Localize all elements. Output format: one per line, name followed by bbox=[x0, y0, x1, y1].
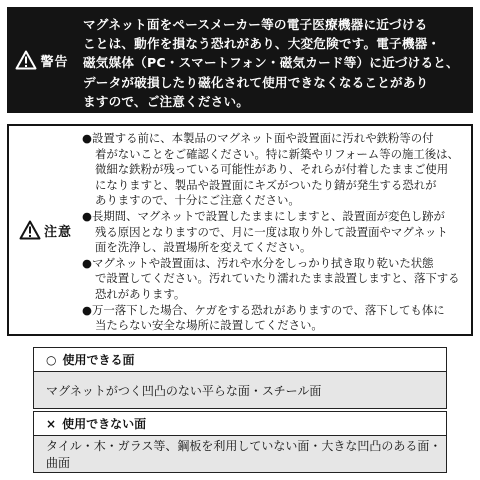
caution-line: ●万一落下した場合、ケガをする恐れがありますので、落下しても体に bbox=[82, 302, 445, 317]
caution-line: 残る原因となりますので、月に一度は取り外して設置面やマグネット bbox=[95, 224, 448, 239]
warning-line: ますので、ご注意ください。 bbox=[83, 93, 250, 109]
warning-triangle-icon bbox=[15, 50, 37, 70]
cross-mark-icon: × bbox=[46, 416, 57, 431]
warning-line: 磁気媒体（PC・スマートフォン・磁気カード等）に近づけると、 bbox=[83, 55, 459, 71]
unusable-surfaces-header bbox=[34, 412, 446, 436]
caution-line: ●設置する前に、本製品のマグネット面や設置面に汚れや鉄粉等の付 bbox=[82, 131, 434, 145]
caution-line: 面を洗浄し、設置場所を変えてください。 bbox=[95, 240, 312, 255]
unusable-surfaces-description: タイル・木・ガラス等、鋼板を利用していない面・大きな凹凸のある面・曲面 bbox=[34, 436, 446, 472]
warning-label-text: 警告 bbox=[40, 54, 69, 70]
caution-line: 恐れがあります。 bbox=[95, 286, 186, 301]
caution-line: ●長期間、マグネットで設置したままにしますと、設置面が変色し跡が bbox=[82, 208, 445, 223]
unusable-surfaces-panel bbox=[33, 411, 447, 473]
warning-line: マグネット面をペースメーカー等の電子医療機器に近づける bbox=[83, 17, 428, 32]
circle-mark-icon: ○ bbox=[46, 352, 57, 367]
caution-line: になりますと、製品や設置面にキズがついたり錆が発生する恐れが bbox=[95, 177, 437, 192]
caution-line: 着がないことをご確認ください。特に新築やリフォーム等の施工後は、 bbox=[95, 146, 459, 161]
caution-body bbox=[82, 126, 471, 334]
usable-surfaces-description: マグネットがつく凹凸のない平らな面・スチール面 bbox=[34, 372, 446, 408]
caution-label-text: 注意 bbox=[43, 224, 72, 240]
warning-line: ことは、動作を損なう恐れがあり、大変危険です。電子機器・ bbox=[83, 36, 441, 52]
caution-line: で設置してください。汚れていたり濡れたまま設置しますと、落下する bbox=[95, 271, 460, 286]
caution-label bbox=[9, 126, 82, 334]
warning-section bbox=[7, 7, 473, 113]
unusable-surfaces-title: 使用できない面 bbox=[62, 417, 147, 431]
warning-label bbox=[7, 7, 77, 113]
caution-section bbox=[7, 124, 473, 336]
usable-surfaces-title: 使用できる面 bbox=[62, 353, 135, 367]
usable-surfaces-panel bbox=[33, 347, 447, 409]
warning-body bbox=[77, 7, 473, 113]
caution-line: ありますので、十分にご注意ください。 bbox=[95, 193, 300, 208]
usable-surfaces-header bbox=[34, 348, 446, 372]
warning-line: データが破損したり磁化されて使用できなくなることがあり bbox=[83, 74, 429, 90]
caution-line: ●マグネットや設置面は、汚れや水分をしっかり拭き取り乾いた状態 bbox=[82, 255, 434, 270]
caution-line: 微細な鉄粉が残っている可能性があり、それらが付着したままご使用 bbox=[95, 162, 449, 177]
caution-line: 当たらない安全な場所に設置してください。 bbox=[95, 318, 323, 333]
warning-triangle-icon bbox=[19, 220, 41, 240]
